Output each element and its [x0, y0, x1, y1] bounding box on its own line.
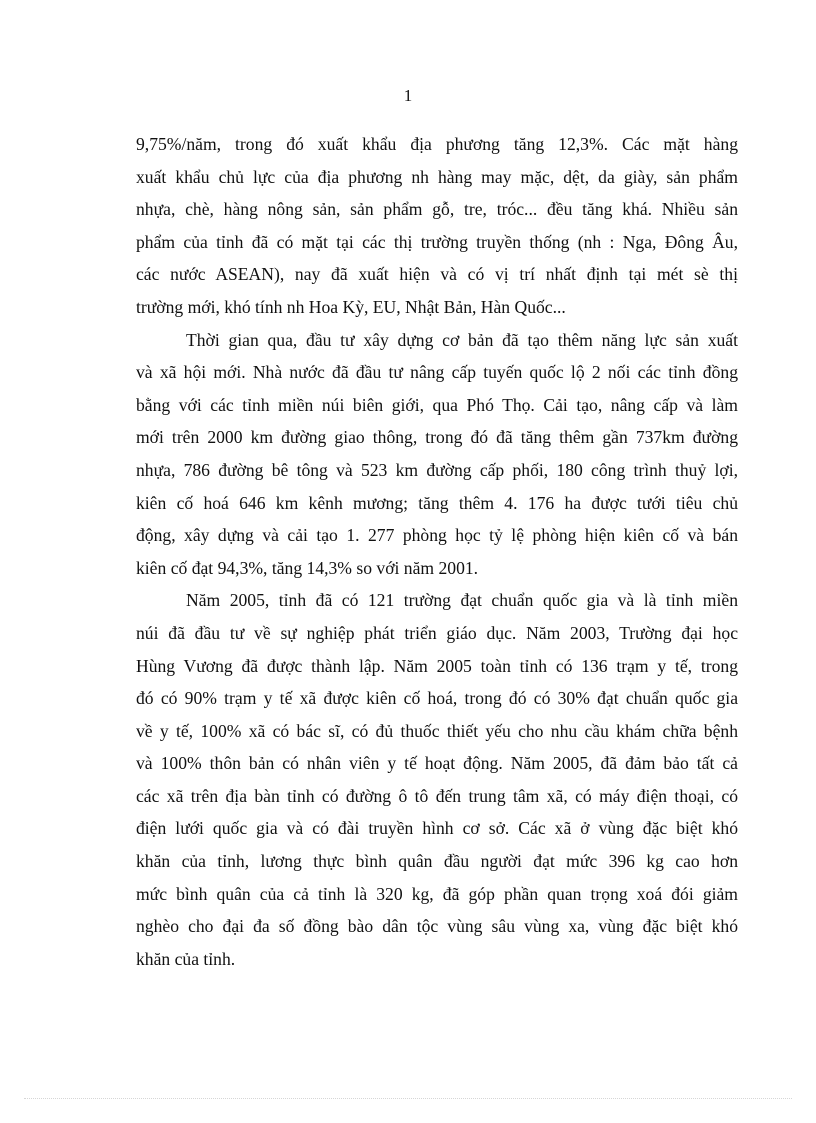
text-line: các xã trên địa bàn tỉnh có đường ô tô đến trung tâm xã, có máy điện thoại, có: [136, 785, 738, 806]
text-line: Hùng Vương đã được thành lập. Năm 2005 toàn tỉnh có 136 trạm y tế, trong: [136, 655, 738, 676]
text-line: nghèo cho đại đa số đồng bào dân tộc vùng sâu vùng xa, vùng đặc biệt khó: [136, 916, 738, 937]
text-line: kiên cố hoá 646 km kênh mương; tăng thêm 4. 176 ha được tưới tiêu chủ: [136, 492, 738, 513]
text-line: nhựa, chè, hàng nông sản, sản phẩm gỗ, tre, tróc... đều tăng khá. Nhiều sản: [136, 199, 738, 220]
text-line: động, xây dựng và cải tạo 1. 277 phòng học tỷ lệ phòng hiện kiên cố và bán: [136, 525, 738, 546]
text-line: khăn của tỉnh.: [136, 948, 236, 969]
text-line: nhựa, 786 đường bê tông và 523 km đường cấp phối, 180 công trình thuỷ lợi,: [136, 459, 738, 480]
text-line: về y tế, 100% xã có bác sĩ, có đủ thuốc thiết yếu cho nhu cầu khám chữa bệnh: [136, 720, 738, 741]
text-line: trường mới, khó tính nh Hoa Kỳ, EU, Nhật Bản, Hàn Quốc...: [136, 296, 566, 317]
paragraph-infrastructure: [136, 324, 738, 585]
text-line: kiên cố đạt 94,3%, tăng 14,3% so với năm 2001.: [136, 557, 479, 578]
paragraph-export: [136, 128, 738, 324]
text-line: xuất khẩu chủ lực của địa phương nh hàng may mặc, dệt, da giày, sản phẩm: [136, 166, 738, 187]
page-number: 1: [403, 86, 413, 105]
text-line: điện lưới quốc gia và có đài truyền hình cơ sở. Các xã ở vùng đặc biệt khó: [136, 818, 738, 839]
text-line: và 100% thôn bản có nhân viên y tế hoạt động. Năm 2005, đã đảm bảo tất cả: [136, 753, 738, 774]
text-line: mức bình quân của cả tỉnh là 320 kg, đã góp phần quan trọng xoá đói giảm: [136, 883, 738, 904]
text-line: Năm 2005, tỉnh đã có 121 trường đạt chuẩn quốc gia và là tỉnh miền: [186, 590, 738, 611]
text-line: và xã hội mới. Nhà nước đã đầu tư nâng cấp tuyến quốc lộ 2 nối các tỉnh đồng: [136, 362, 738, 383]
page-bottom-divider: [24, 1098, 792, 1099]
paragraph-education-health: [136, 584, 738, 975]
text-line: các nước ASEAN), nay đã xuất hiện và có vị trí nhất định tại mét sè thị: [136, 264, 738, 285]
text-line: đó có 90% trạm y tế xã được kiên cố hoá, trong đó có 30% đạt chuẩn quốc gia: [136, 688, 738, 709]
text-line: Thời gian qua, đầu tư xây dựng cơ bản đã tạo thêm năng lực sản xuất: [186, 329, 738, 350]
text-line: bằng với các tỉnh miền núi biên giới, qua Phó Thọ. Cải tạo, nâng cấp và làm: [136, 394, 738, 415]
text-line: phẩm của tỉnh đã có mặt tại các thị trường truyền thống (nh : Nga, Đông Âu,: [136, 231, 738, 252]
text-line: khăn của tỉnh, lương thực bình quân đầu người đạt mức 396 kg cao hơn: [136, 851, 738, 872]
text-line: núi đã đầu tư về sự nghiệp phát triển giáo dục. Năm 2003, Trường đại học: [136, 622, 738, 643]
text-line: mới trên 2000 km đường giao thông, trong đó đã tăng thêm gần 737km đường: [136, 427, 738, 448]
text-line: 9,75%/năm, trong đó xuất khẩu địa phương tăng 12,3%. Các mặt hàng: [136, 134, 738, 154]
body-text: [136, 128, 738, 975]
